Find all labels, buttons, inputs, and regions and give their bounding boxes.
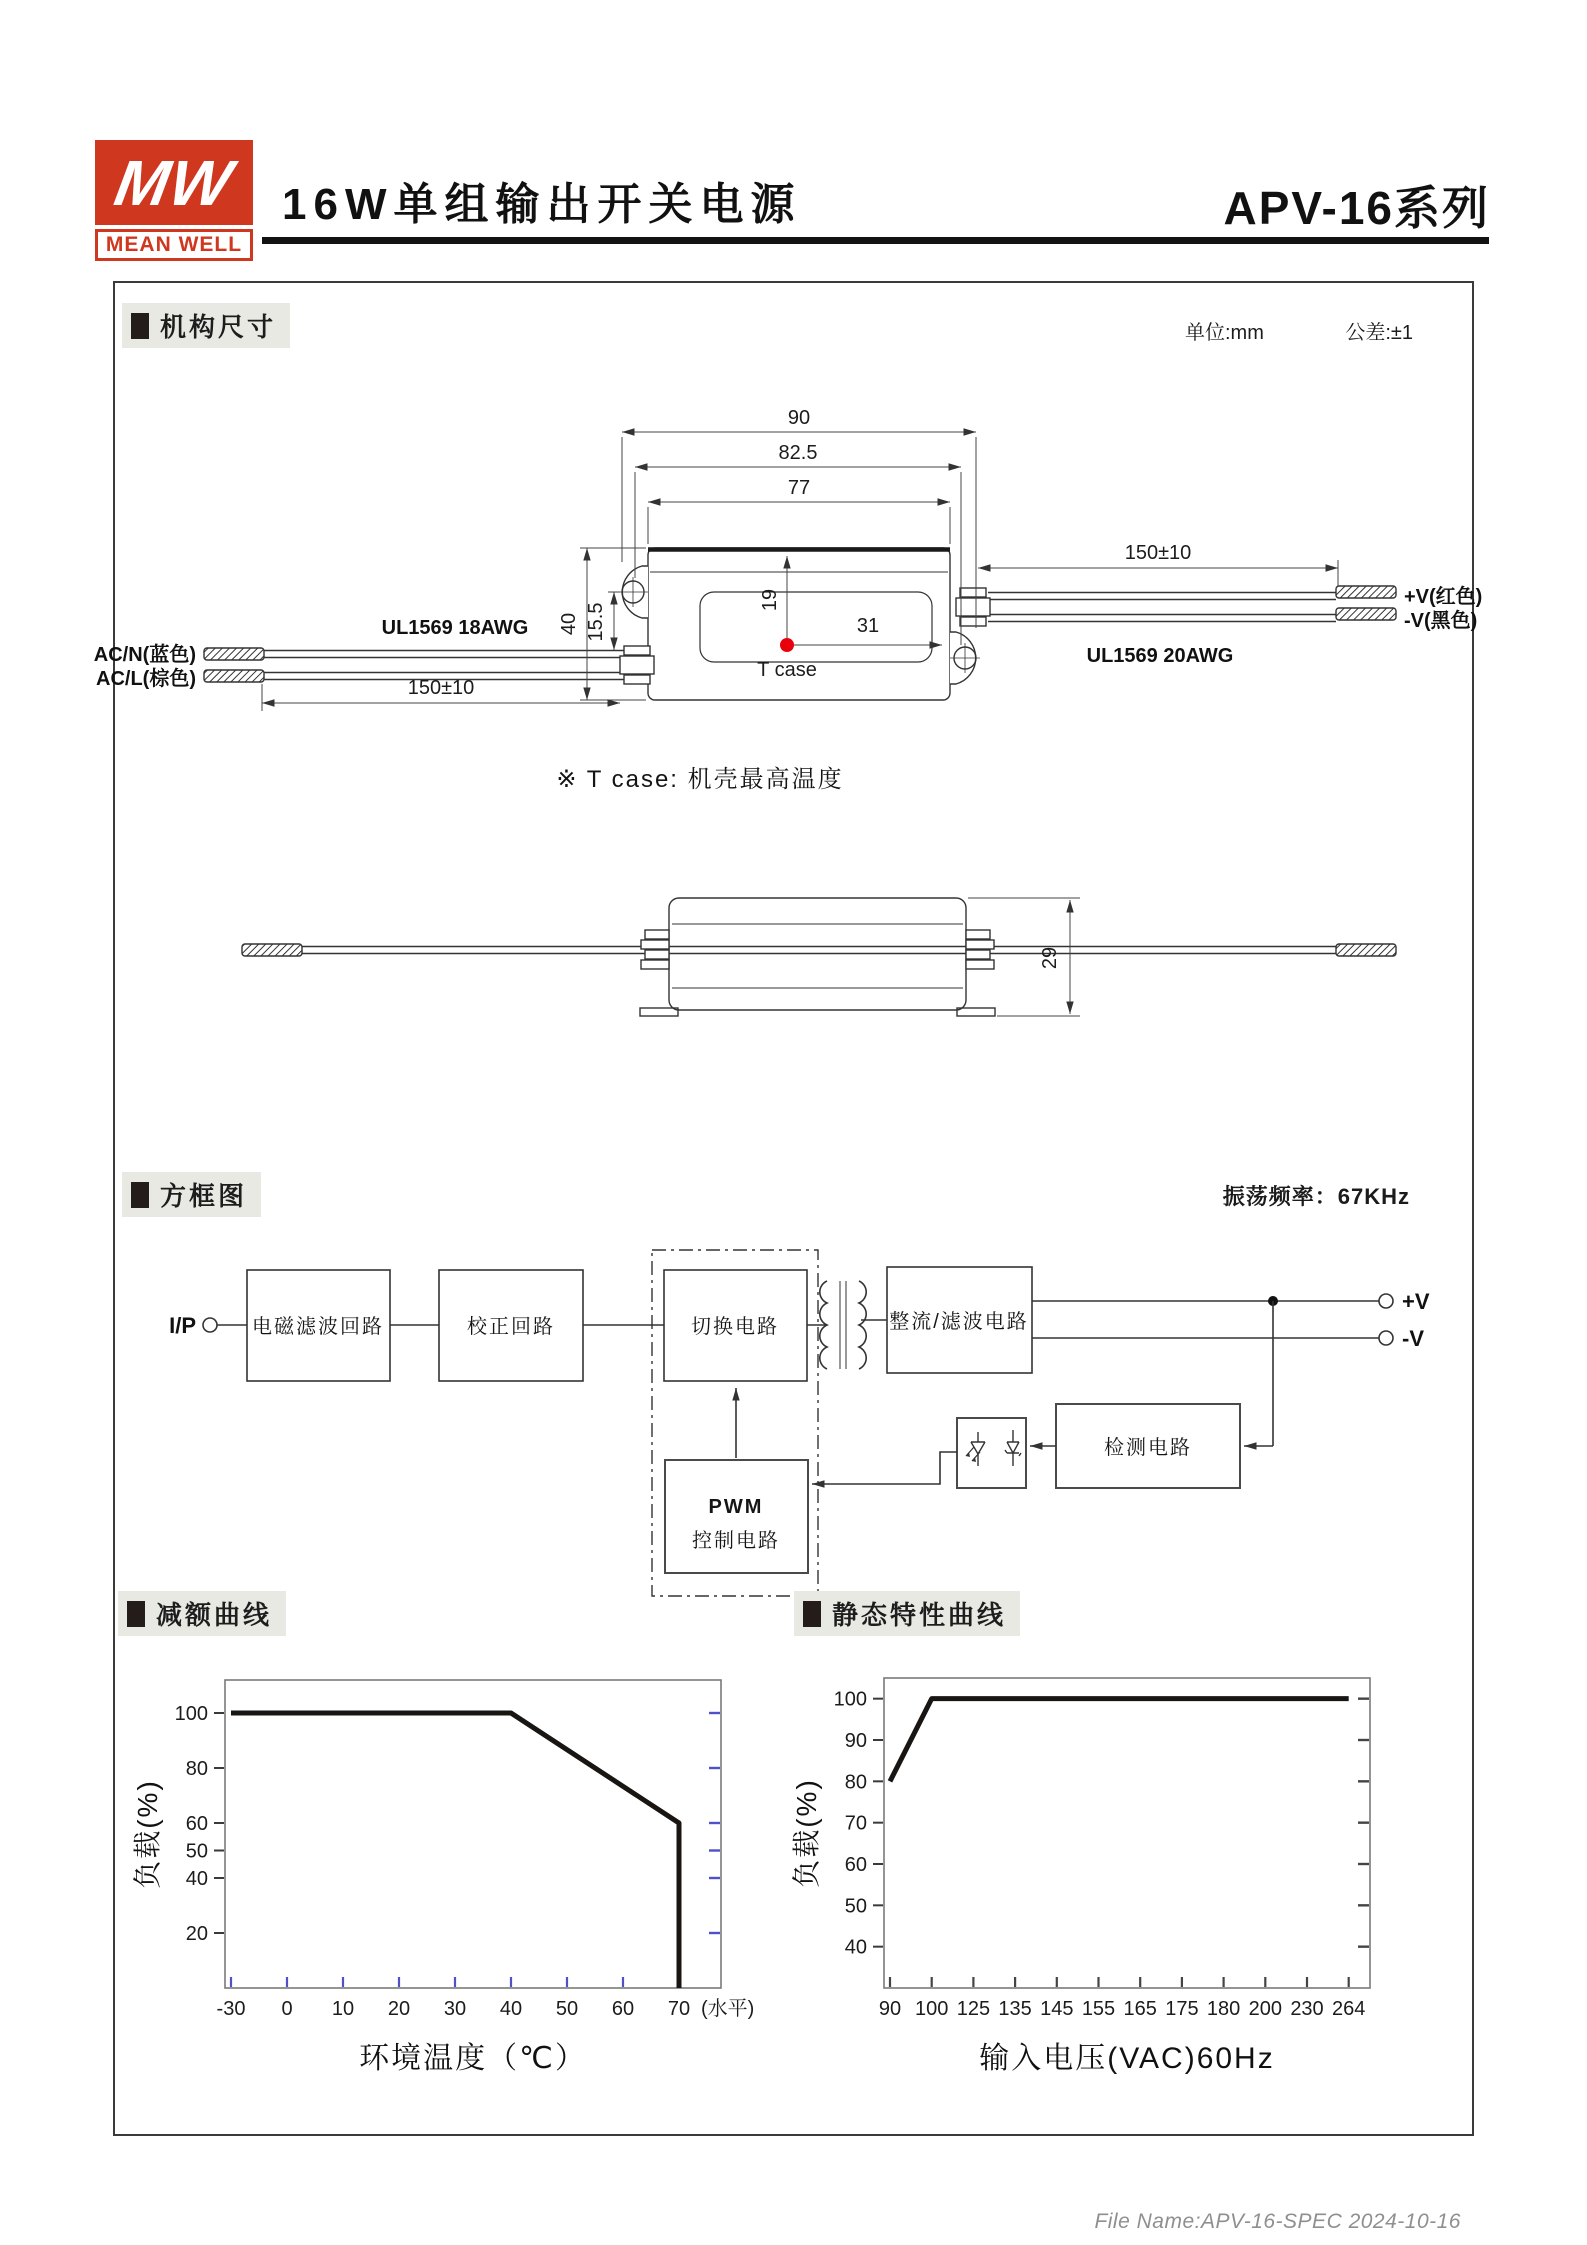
wire-label-acl: AC/L(棕色) [96,668,196,690]
section-block-diagram [122,1172,261,1217]
y-tick-label: 60 [185,1813,208,1835]
section-derating-label: 减额曲线 [156,1600,273,1630]
tcase-note: ※ T case: 机壳最高温度 [556,766,844,793]
side-foot-right [957,1008,995,1016]
tcase-dot [780,638,794,652]
x-tick-label: 200 [1248,1998,1282,2020]
wire-strip-end [242,944,302,956]
section-mechanical [122,303,290,348]
emi-filter-label: 电磁滤波回路 [252,1316,384,1338]
vminus-output-label: -V [1402,1326,1424,1351]
wire-label-vminus: -V(黑色) [1404,610,1478,632]
unit-tolerance-note [1185,316,1413,345]
side-gland-left [641,930,669,969]
cable-gland-left [620,646,654,684]
tcase-label: T case [757,659,817,681]
dim-output-wire-len: 150±10 [1124,542,1192,564]
section-square-icon [127,1601,145,1627]
mw-logo-icon [95,140,253,225]
x-tick-label: 30 [443,1998,467,2020]
y-tick-label: 50 [844,1895,867,1918]
plot-frame [225,1680,721,1988]
y-tick-label: 40 [185,1868,208,1890]
oscillation-frequency: 振荡频率：67KHz [1222,1184,1410,1209]
x-axis-title: 环境温度（℃） [359,2042,587,2075]
section-static-label: 静态特性曲线 [832,1600,1007,1630]
data-curve [231,1713,679,1988]
meanwell-wordmark [95,229,253,261]
y-tick-label: 100 [833,1688,867,1711]
wire-strip-end [1336,944,1396,956]
data-curve [890,1699,1349,1782]
x-tick-label: 264 [1332,1998,1366,2020]
x-axis-title: 输入电压(VAC)60Hz [979,2042,1275,2075]
series-title: APV-16系列 [1223,182,1490,234]
vplus-terminal [1379,1294,1393,1308]
y-tick-label: 100 [174,1703,208,1725]
dim-ear-offset: 15.5 [585,602,607,642]
x-tick-label: 40 [499,1998,523,2020]
header-rule [262,237,1489,244]
vminus-terminal [1379,1331,1393,1345]
x-tick-label: 20 [387,1998,411,2020]
pfc-label: 校正回路 [467,1316,555,1338]
section-square-icon [803,1601,821,1627]
x-tick-label: 90 [878,1998,902,2020]
dim-tcase-right: 31 [856,615,880,637]
meanwell-wordmark-text: MEAN WELL [105,233,243,256]
x-tick-label: 180 [1206,1998,1241,2020]
y-tick-label: 80 [844,1771,867,1794]
x-tick-label: -30 [216,1998,246,2020]
vplus-output-label: +V [1402,1289,1430,1314]
section-static [794,1591,1020,1636]
section-derating [118,1591,286,1636]
dim-hole-pitch: 82.5 [778,442,818,464]
output-wires [988,586,1396,622]
wire-type-input: UL1569 18AWG [381,617,529,639]
wire-type-output: UL1569 20AWG [1086,645,1234,667]
x-tick-label: 10 [331,1998,355,2020]
transformer-symbol [820,1281,866,1369]
x-tick-label: 135 [998,1998,1032,2020]
side-gland-right [966,930,994,969]
y-tick-label: 60 [844,1854,867,1876]
y-tick-label: 90 [844,1730,867,1752]
side-foot-left [640,1008,678,1016]
x-tick-suffix: (水平) [701,1998,755,2020]
section-square-icon [131,1182,149,1208]
derating-chart [132,1680,754,2075]
y-tick-label: 50 [185,1840,208,1863]
mw-logo-text: MW [109,146,239,219]
x-tick-label: 125 [956,1998,991,2020]
static-characteristic-chart [791,1678,1370,2075]
x-tick-label: 50 [555,1998,579,2020]
meanwell-logo [95,140,253,261]
switching-label: 切换电路 [691,1316,779,1338]
page-title: 16W单组输出开关电源 [282,180,802,229]
section-square-icon [131,313,149,339]
x-tick-label: 70 [667,1998,691,2020]
wire-strip-end [1336,608,1396,620]
x-tick-label: 155 [1081,1998,1116,2020]
y-axis-title: 负载(%) [791,1778,822,1888]
section-mechanical-label: 机构尺寸 [160,312,277,342]
dim-body-width: 77 [787,477,811,499]
input-terminal [203,1318,217,1332]
pwm-label-2: 控制电路 [692,1530,780,1552]
section-block-label: 方框图 [160,1181,248,1211]
x-tick-label: 175 [1165,1998,1199,2020]
tolerance-label: 公差:±1 [1345,322,1413,344]
pwm-label-1: PWM [708,1496,764,1518]
wire-label-vplus: +V(红色) [1404,586,1483,608]
dim-tcase-up: 19 [759,588,781,612]
x-tick-label: 145 [1040,1998,1074,2020]
plot-frame [884,1678,1370,1988]
y-tick-label: 80 [185,1758,208,1780]
wire-strip-end [1336,586,1396,598]
unit-label: 单位:mm [1185,322,1264,344]
block-diagram [203,1250,1393,1596]
y-tick-label: 40 [844,1936,867,1959]
x-tick-label: 0 [281,1998,293,2020]
wire-label-acn: AC/N(蓝色) [93,644,196,666]
mech-side-view [242,898,1396,1016]
x-tick-label: 165 [1123,1998,1157,2020]
dim-side-height: 29 [1039,946,1061,970]
y-axis-title: 负载(%) [132,1779,163,1889]
y-tick-label: 20 [185,1923,208,1945]
input-label: I/P [169,1313,196,1338]
wire-strip-end [204,670,264,682]
file-name-footer: File Name:APV-16-SPEC 2024-10-16 [1094,2210,1461,2233]
y-tick-label: 70 [844,1812,867,1835]
dim-body-height: 40 [558,612,580,636]
dim-overall-width: 90 [787,407,811,429]
x-tick-label: 230 [1290,1998,1324,2020]
detection-label: 检测电路 [1104,1437,1192,1459]
x-tick-label: 60 [611,1998,635,2020]
rectifier-label: 整流/滤波电路 [889,1311,1029,1333]
dim-input-wire-len: 150±10 [407,677,475,699]
wire-strip-end [204,648,264,660]
x-tick-label: 100 [915,1998,949,2020]
